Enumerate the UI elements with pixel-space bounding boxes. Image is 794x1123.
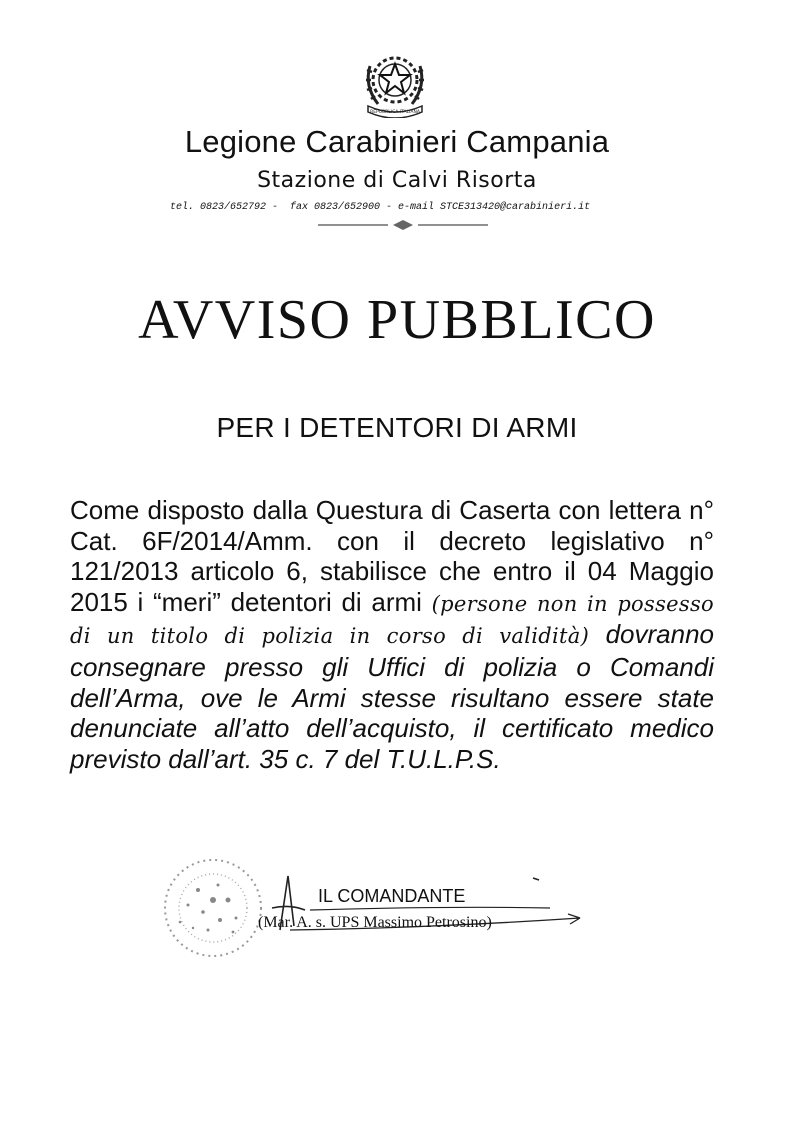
header-divider — [318, 219, 488, 231]
organization-name: Legione Carabinieri Campania — [184, 124, 610, 159]
notice-title: AVVISO PUBBLICO — [138, 289, 656, 351]
signatory-title: IL COMANDANTE — [318, 886, 466, 906]
notice-body-part1: Come disposto dalla Questura di Caserta con lettera n° Cat. 6F/2014/Amm. con il decreto legislativo n° 121/2013 articolo 6, stabilisce che entro il 04 Maggio 2015 i “meri” detentori di armi — [70, 495, 714, 617]
notice-body-part3: dovranno consegnare presso gli Uffici di polizia o Comandi dell’Arma, ove le Armi stesse risultano essere state denunciate all’atto dell’acquisto, il certificato medico previsto dall’art. 35 c. 7 del T.U.L.P.S. — [70, 619, 714, 774]
signatory-name: (Mar. A. s. UPS Massimo Petrosino) — [258, 914, 492, 931]
station-name: Stazione di Calvi Risorta — [257, 168, 537, 193]
italian-republic-emblem-icon — [360, 46, 430, 118]
notice-body — [70, 495, 714, 774]
emblem-ribbon-text: REPUBBLICA ITALIANA — [370, 110, 420, 115]
notice-body-parenthetical: (persone non in possesso di un titolo di polizia in corso di validità) — [70, 591, 714, 649]
notice-subtitle: PER I DETENTORI DI ARMI — [216, 412, 578, 443]
contact-line: tel. 0823/652792 - fax 0823/652900 - e-mail STCE313420@carabinieri.it — [170, 202, 591, 213]
